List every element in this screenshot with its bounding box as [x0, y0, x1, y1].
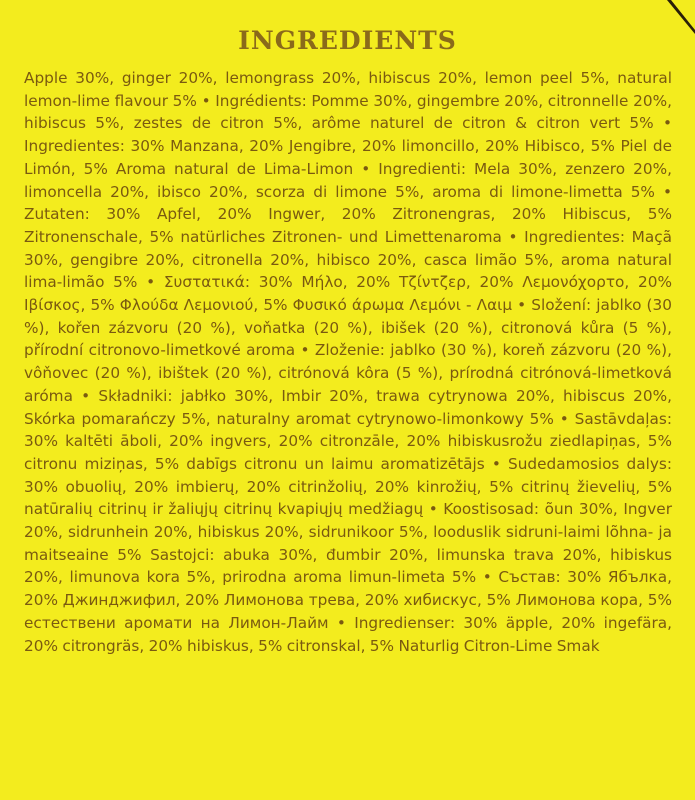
ingredients-list: Apple 30%, ginger 20%, lemongrass 20%, hibiscus 20%, lemon peel 5%, natural lemon-lime flavour 5% • Ingrédients: Pomme 30%, gingembre 20%, citronnelle 20%, hibiscus 5%, zestes de citron 5%, arôme naturel de citron & citron vert 5% • Ingredientes: 30% Manzana, 20% Jengibre, 20% limoncillo, 20% Hibisco, 5% Piel de Limón, 5% Aroma natural de Lima-Limon • Ingredienti: Mela 30%, zenzero 20%, limoncella 20%, ibisco 20%, scorza di limone 5%, aroma di limone-limetta 5% • Zutaten: 30% Apfel, 20% Ingwer, 20% Zitronengras, 20% Hibiscus, 5% Zitronenschale, 5% natürliches Zitronen- und Limettenaroma • Ingredientes: Maçã 30%, gengibre 20%, citronella 20%, hibisco 20%, casca limão 5%, aroma natural lima-limão 5% • Συστατικά: 30% Μήλο, 20% Τζίντζερ, 20% Λεμονόχορτο, 20% Ιβίσκος, 5% Φλούδα Λεμονιού, 5% Φυσικό άρωμα Λεμόνι - Λαιμ • Složení: jablko (30 %), kořen zázvoru (20 %), voňatka (20 %), ibišek (20 %), citronová kůra (5 %), přírodní citronovo-limetkové aroma • Zloženie: jablko (30 %), koreň zázvoru (20 %), vôňovec (20 %), ibištek (20 %), citrónová kôra (5 %), prírodná citrónová-limetková aróma • Składniki: jabłko 30%, Imbir 20%, trawa cytrynowa 20%, hibiscus 20%, Skórka pomarańczy 5%, naturalny aromat cytrynowo-limonkowy 5% • Sastāvdaļas: 30% kaltēti āboli, 20% ingvers, 20% citronzāle, 20% hibiskusrožu ziedlapiņas, 5% citronu miziņas, 5% dabīgs citronu un laimu aromatizētājs • Sudedamosios dalys: 30% obuolių, 20% imbierų, 20% citrinžolių, 20% kinrožių, 5% citrinų žievelių, 5% natūralių citrinų ir žaliųjų citrinų kvapiųjų medžiagų • Koostisosad: õun 30%, Ingver 20%, sidrunhein 20%, hibiskus 20%, sidrunikoor 5%, looduslik sidruni-laimi lõhna- ja maitseaine 5% Sastojci: abuka 30%, đumbir 20%, limunska trava 20%, hibiskus 20%, limunova kora 5%, prirodna aroma limun-limeta 5% • Състав: 30% Ябълка, 20% Джинджифил, 20% Лимонова трева, 20% хибискус, 5% Лимонова кора, 5% естествени аромати на Лимон-Лайм • Ingredienser: 30% äpple, 20% ingefära, 20% citrongräs, 20% hibiskus, 5% citronskal, 5% Naturlig Citron-Lime Smak: [24, 69, 672, 655]
ingredients-heading: INGREDIENTS: [238, 26, 457, 55]
